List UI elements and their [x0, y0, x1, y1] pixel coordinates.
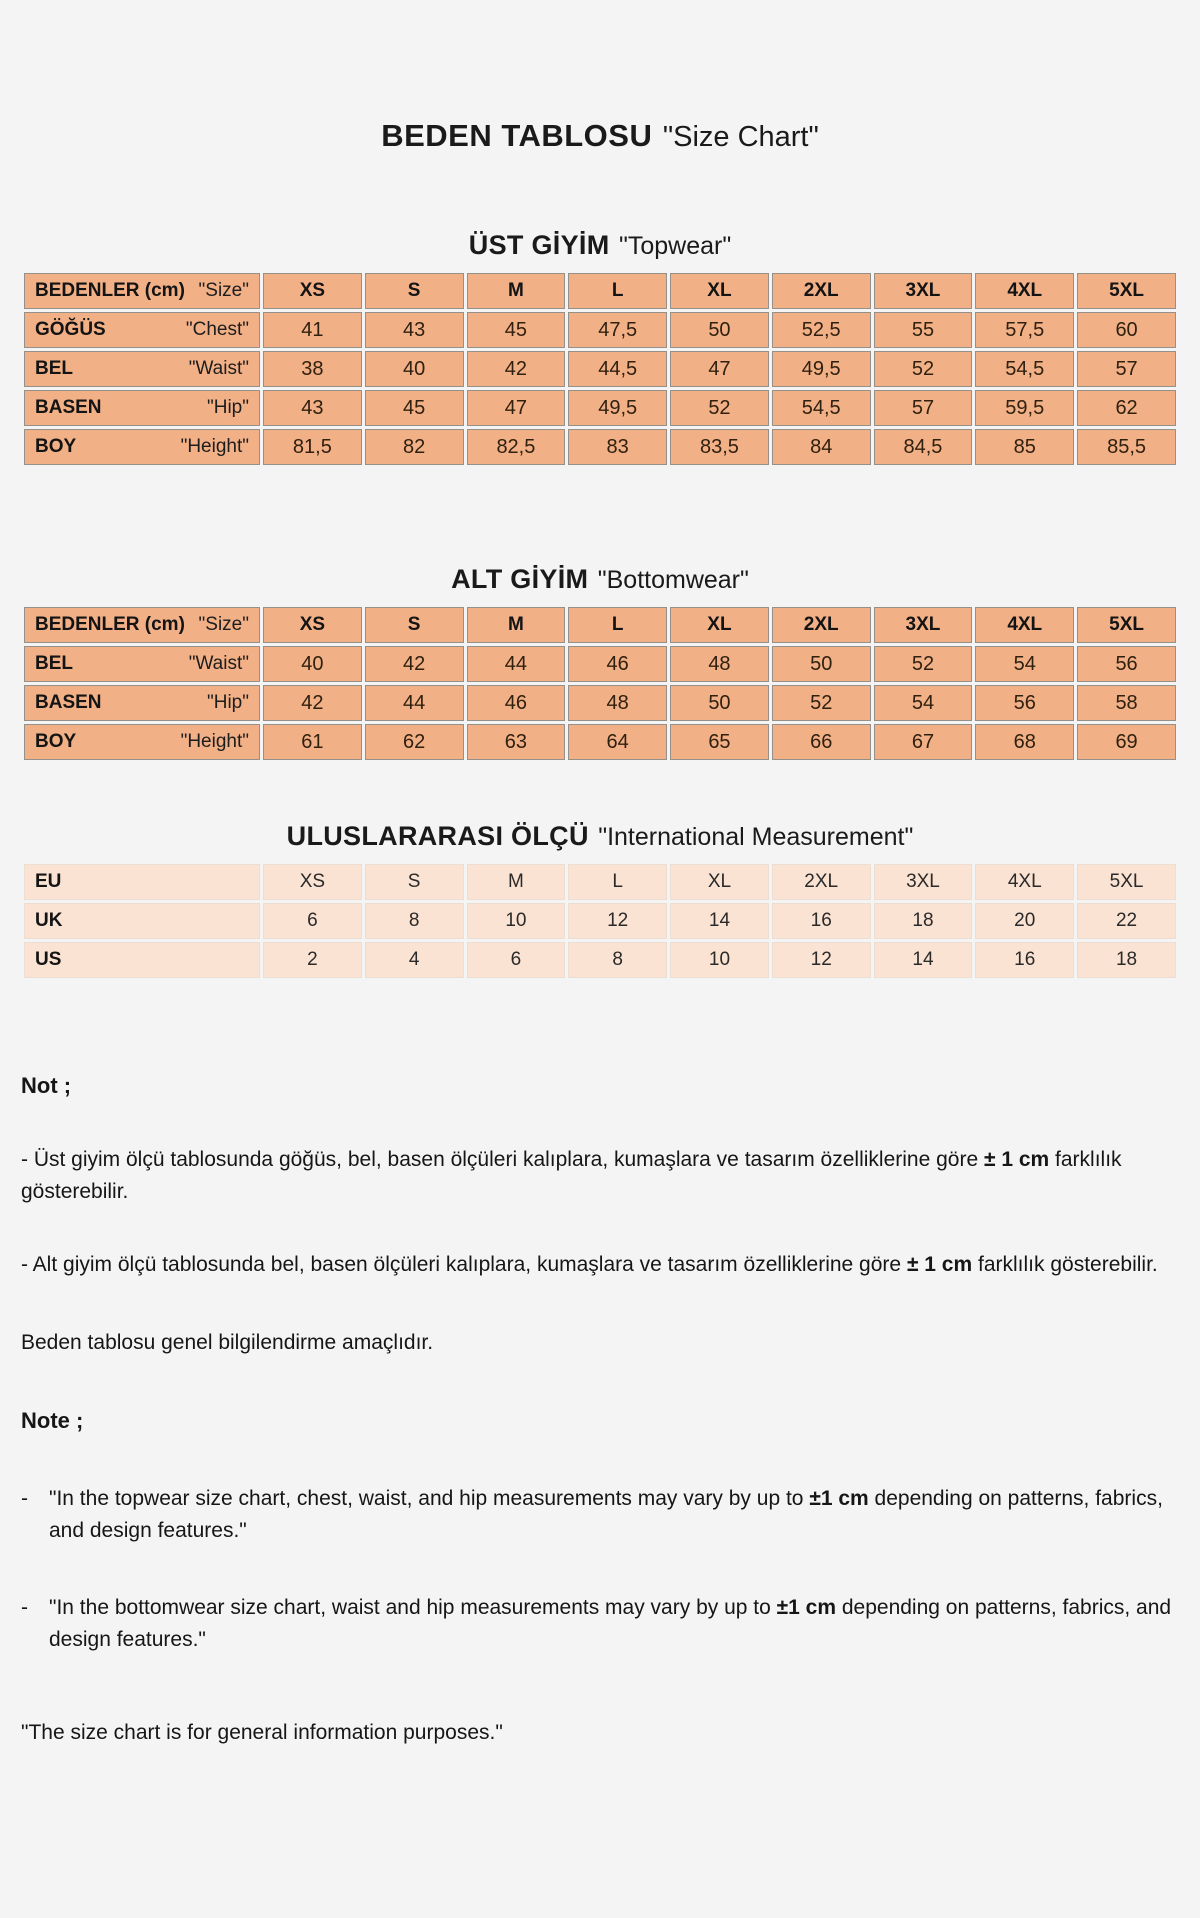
note-paragraph-bottomwear-tr: - Alt giyim ölçü tablosunda bel, basen ölçüleri kalıplara, kumaşlara ve tasarım özelliklerine göre ± 1 cm farklılık gösterebilir. — [21, 1253, 1158, 1276]
measurement-cell: 52 — [670, 390, 769, 426]
measurement-cell: 44 — [365, 685, 464, 721]
size-header-label — [35, 280, 249, 302]
measurement-cell: 14 — [874, 942, 973, 978]
measurement-cell: 52,5 — [772, 312, 871, 348]
measurement-cell: 44 — [467, 646, 566, 682]
measurement-cell: L — [568, 864, 667, 900]
row-label-cell — [24, 429, 260, 465]
page-title — [21, 118, 1179, 154]
table-row — [24, 903, 1176, 939]
measurement-cell: 42 — [263, 685, 362, 721]
measurement-cell: 3XL — [874, 864, 973, 900]
international-size-table — [21, 861, 1179, 981]
size-column-header: 4XL — [975, 273, 1074, 309]
size-header-label-cell — [24, 273, 260, 309]
measurement-cell: 6 — [263, 903, 362, 939]
size-column-header: 5XL — [1077, 273, 1176, 309]
table-row — [24, 864, 1176, 900]
measurement-cell: 38 — [263, 351, 362, 387]
size-column-header: 4XL — [975, 607, 1074, 643]
table-row — [24, 390, 1176, 426]
measurement-cell: 57,5 — [975, 312, 1074, 348]
size-column-header: 3XL — [874, 273, 973, 309]
measurement-cell: 16 — [772, 903, 871, 939]
row-label-english: "Hip" — [207, 397, 249, 418]
measurement-cell: 50 — [772, 646, 871, 682]
row-label-turkish: BASEN — [35, 397, 102, 418]
row-label-turkish: BEL — [35, 653, 73, 674]
measurement-cell: 69 — [1077, 724, 1176, 760]
measurement-cell: 49,5 — [772, 351, 871, 387]
header-label-english: "Size" — [198, 280, 249, 301]
note-paragraph-general-tr: Beden tablosu genel bilgilendirme amaçlıdır. — [21, 1330, 434, 1354]
size-chart-sheet — [21, 118, 1179, 1749]
international-heading-english: "International Measurement" — [598, 823, 914, 851]
row-label-english: "Hip" — [207, 692, 249, 713]
measurement-cell: 8 — [568, 942, 667, 978]
size-column-header: XL — [670, 607, 769, 643]
page-title-english: "Size Chart" — [662, 121, 819, 153]
international-heading-turkish: ULUSLARARASI ÖLÇÜ — [286, 821, 589, 851]
row-label-english: "Height" — [180, 731, 249, 752]
row-label-cell — [24, 942, 260, 978]
measurement-cell: 22 — [1077, 903, 1176, 939]
row-label-cell — [24, 390, 260, 426]
measurement-cell: 81,5 — [263, 429, 362, 465]
measurement-cell: 5XL — [1077, 864, 1176, 900]
row-label-cell — [24, 724, 260, 760]
size-column-header: L — [568, 607, 667, 643]
size-header-row — [24, 607, 1176, 643]
measurement-cell: 40 — [263, 646, 362, 682]
measurement-cell: 85 — [975, 429, 1074, 465]
row-label — [35, 358, 249, 380]
bullet-dash: - — [21, 1487, 28, 1510]
topwear-size-table — [21, 270, 1179, 468]
measurement-cell: 66 — [772, 724, 871, 760]
measurement-cell: 68 — [975, 724, 1074, 760]
notes-heading-turkish: Not ; — [21, 1073, 72, 1098]
size-column-header: S — [365, 273, 464, 309]
measurement-cell: 45 — [365, 390, 464, 426]
measurement-cell: 82 — [365, 429, 464, 465]
notes-section — [21, 1069, 1181, 1749]
table-row — [24, 646, 1176, 682]
measurement-cell: 47 — [467, 390, 566, 426]
size-column-header: 2XL — [772, 607, 871, 643]
measurement-cell: 52 — [874, 646, 973, 682]
measurement-cell: 43 — [365, 312, 464, 348]
section-heading-bottomwear — [21, 564, 1179, 595]
measurement-cell: 42 — [467, 351, 566, 387]
table-row — [24, 724, 1176, 760]
row-label — [35, 319, 249, 341]
measurement-cell: 85,5 — [1077, 429, 1176, 465]
measurement-cell: 58 — [1077, 685, 1176, 721]
measurement-cell: 12 — [772, 942, 871, 978]
row-label-turkish: GÖĞÜS — [35, 319, 106, 340]
header-label-turkish: BEDENLER (cm) — [35, 280, 185, 301]
measurement-cell: 54 — [874, 685, 973, 721]
size-column-header: XS — [263, 273, 362, 309]
size-column-header: 5XL — [1077, 607, 1176, 643]
measurement-cell: 65 — [670, 724, 769, 760]
row-label-cell — [24, 903, 260, 939]
row-label — [35, 653, 249, 675]
measurement-cell: 47 — [670, 351, 769, 387]
table-row — [24, 429, 1176, 465]
size-column-header: M — [467, 273, 566, 309]
size-column-header: S — [365, 607, 464, 643]
measurement-cell: 59,5 — [975, 390, 1074, 426]
table-row — [24, 351, 1176, 387]
row-label — [35, 731, 249, 753]
bottomwear-size-table — [21, 604, 1179, 763]
note-bullet-text: "In the topwear size chart, chest, waist, and hip measurements may vary by up to ±1 cm depending on patterns, fabrics, and design features." — [49, 1487, 1163, 1542]
measurement-cell: 44,5 — [568, 351, 667, 387]
row-label-turkish: BOY — [35, 731, 77, 752]
size-column-header: XS — [263, 607, 362, 643]
notes-heading-english: Note ; — [21, 1408, 84, 1433]
size-column-header: XL — [670, 273, 769, 309]
bottomwear-heading-turkish: ALT GİYİM — [451, 564, 589, 594]
row-label-turkish: UK — [35, 910, 63, 931]
measurement-cell: 45 — [467, 312, 566, 348]
measurement-cell: 41 — [263, 312, 362, 348]
row-label-english: "Height" — [180, 436, 249, 457]
row-label-cell — [24, 646, 260, 682]
measurement-cell: 83 — [568, 429, 667, 465]
row-label-cell — [24, 864, 260, 900]
measurement-cell: XS — [263, 864, 362, 900]
row-label — [35, 910, 249, 932]
measurement-cell: 56 — [975, 685, 1074, 721]
measurement-cell: 62 — [365, 724, 464, 760]
measurement-cell: 42 — [365, 646, 464, 682]
table-row — [24, 312, 1176, 348]
measurement-cell: 54,5 — [772, 390, 871, 426]
measurement-cell: 48 — [670, 646, 769, 682]
measurement-cell: 46 — [568, 646, 667, 682]
measurement-cell: 54 — [975, 646, 1074, 682]
row-label-english: "Waist" — [188, 653, 249, 674]
measurement-cell: 18 — [874, 903, 973, 939]
measurement-cell: 10 — [670, 942, 769, 978]
row-label-cell — [24, 685, 260, 721]
measurement-cell: 47,5 — [568, 312, 667, 348]
row-label — [35, 397, 249, 419]
page-title-turkish: BEDEN TABLOSU — [381, 118, 653, 153]
row-label-turkish: EU — [35, 871, 62, 892]
measurement-cell: 64 — [568, 724, 667, 760]
measurement-cell: 14 — [670, 903, 769, 939]
measurement-cell: 50 — [670, 312, 769, 348]
topwear-heading-english: "Topwear" — [618, 232, 732, 260]
measurement-cell: 63 — [467, 724, 566, 760]
measurement-cell: 6 — [467, 942, 566, 978]
measurement-cell: 2 — [263, 942, 362, 978]
table-row — [24, 942, 1176, 978]
row-label — [35, 949, 249, 971]
row-label-turkish: BASEN — [35, 692, 102, 713]
measurement-cell: 18 — [1077, 942, 1176, 978]
size-header-row — [24, 273, 1176, 309]
bottomwear-heading-english: "Bottomwear" — [597, 566, 749, 594]
measurement-cell: 61 — [263, 724, 362, 760]
measurement-cell: 57 — [1077, 351, 1176, 387]
measurement-cell: 2XL — [772, 864, 871, 900]
section-heading-international — [21, 821, 1179, 852]
size-column-header: 2XL — [772, 273, 871, 309]
measurement-cell: 43 — [263, 390, 362, 426]
measurement-cell: 46 — [467, 685, 566, 721]
size-header-label — [35, 614, 249, 636]
header-label-turkish: BEDENLER (cm) — [35, 614, 185, 635]
note-footer-english: "The size chart is for general information purposes." — [21, 1721, 503, 1744]
size-column-header: M — [467, 607, 566, 643]
size-column-header: L — [568, 273, 667, 309]
row-label-cell — [24, 312, 260, 348]
measurement-cell: 8 — [365, 903, 464, 939]
row-label-turkish: BEL — [35, 358, 73, 379]
topwear-heading-turkish: ÜST GİYİM — [468, 230, 610, 260]
measurement-cell: 52 — [874, 351, 973, 387]
measurement-cell: 16 — [975, 942, 1074, 978]
measurement-cell: 55 — [874, 312, 973, 348]
note-paragraph-topwear-tr: - Üst giyim ölçü tablosunda göğüs, bel, basen ölçüleri kalıplara, kumaşlara ve tasarım özelliklerine göre ± 1 cm farklılık gösterebilir. — [21, 1148, 1122, 1203]
measurement-cell: 49,5 — [568, 390, 667, 426]
measurement-cell: M — [467, 864, 566, 900]
measurement-cell: 4XL — [975, 864, 1074, 900]
header-label-english: "Size" — [198, 614, 249, 635]
measurement-cell: S — [365, 864, 464, 900]
measurement-cell: 60 — [1077, 312, 1176, 348]
measurement-cell: 82,5 — [467, 429, 566, 465]
row-label-turkish: BOY — [35, 436, 77, 457]
bullet-dash: - — [21, 1596, 28, 1619]
measurement-cell: 57 — [874, 390, 973, 426]
measurement-cell: 40 — [365, 351, 464, 387]
note-bullet-topwear-en — [21, 1483, 1181, 1546]
size-header-label-cell — [24, 607, 260, 643]
measurement-cell: 83,5 — [670, 429, 769, 465]
measurement-cell: XL — [670, 864, 769, 900]
measurement-cell: 20 — [975, 903, 1074, 939]
note-bullet-bottomwear-en — [21, 1592, 1181, 1655]
row-label — [35, 692, 249, 714]
measurement-cell: 62 — [1077, 390, 1176, 426]
measurement-cell: 56 — [1077, 646, 1176, 682]
measurement-cell: 67 — [874, 724, 973, 760]
measurement-cell: 84,5 — [874, 429, 973, 465]
note-bullet-text: "In the bottomwear size chart, waist and hip measurements may vary by up to ±1 cm depending on patterns, fabrics, and design features." — [49, 1596, 1172, 1651]
measurement-cell: 84 — [772, 429, 871, 465]
row-label-english: "Waist" — [188, 358, 249, 379]
measurement-cell: 48 — [568, 685, 667, 721]
row-label — [35, 871, 249, 893]
row-label — [35, 436, 249, 458]
measurement-cell: 4 — [365, 942, 464, 978]
table-row — [24, 685, 1176, 721]
section-heading-topwear — [21, 230, 1179, 261]
size-column-header: 3XL — [874, 607, 973, 643]
measurement-cell: 52 — [772, 685, 871, 721]
row-label-turkish: US — [35, 949, 62, 970]
row-label-cell — [24, 351, 260, 387]
measurement-cell: 50 — [670, 685, 769, 721]
measurement-cell: 10 — [467, 903, 566, 939]
measurement-cell: 12 — [568, 903, 667, 939]
measurement-cell: 54,5 — [975, 351, 1074, 387]
row-label-english: "Chest" — [185, 319, 249, 340]
